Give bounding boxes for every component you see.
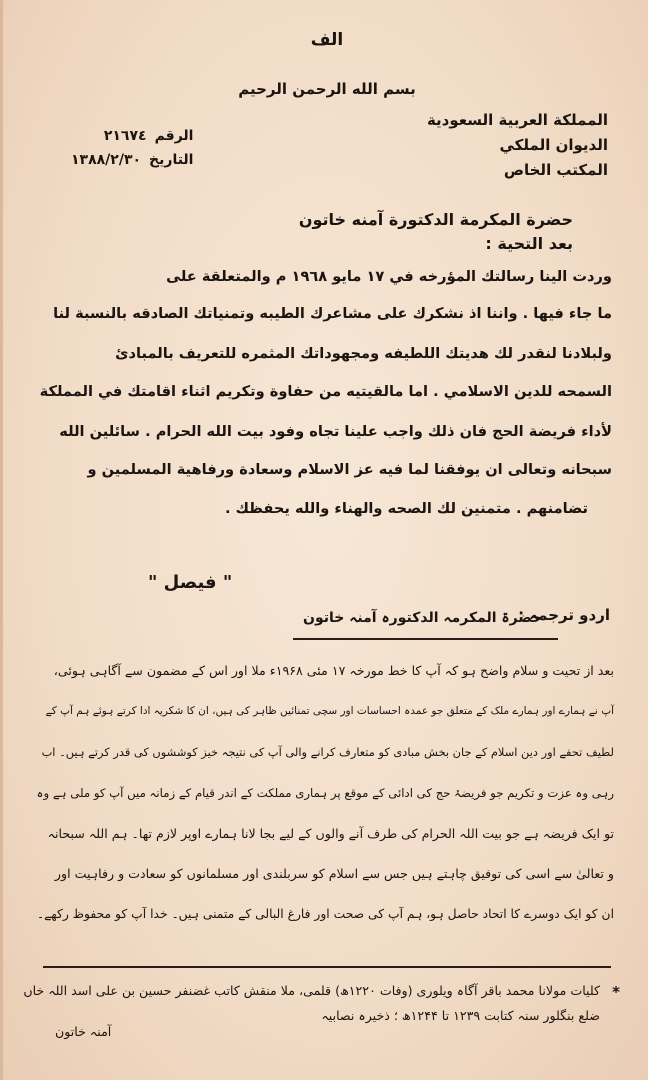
footnote-divider	[43, 966, 611, 968]
reference-label: الرقم	[154, 128, 194, 144]
translation-line: بعد از تحیت و سلام واضح ہو کہ آپ کا خط مورخہ ۱۷ مئی ۱۹۶۸ء ملا اور اس کے مضمون سے آگاہی ہوئی،	[53, 663, 614, 678]
signature: " فيصل "	[148, 572, 233, 593]
letter-line: سبحانه وتعالى ان يوفقنا لما فيه عز الاسلام وسعادة ورفاهية المسلمين و	[87, 461, 612, 478]
agency-line: الديوان الملكي	[499, 136, 608, 154]
agency-block	[427, 108, 608, 183]
letter-line: وردت الينا رسالتك المؤرخه في ١٧ مايو ١٩٦٨ م والمتعلقة على	[166, 268, 612, 285]
reference-block	[71, 124, 193, 172]
translation-line: آپ نے ہمارے اور ہمارے ملک کے متعلق جو عمدہ احساسات اور سچی تمنائیں ظاہر کی ہیں، ان کا شکریہ ادا کرتے ہوئے ہم آپ کے	[45, 705, 614, 717]
translation-line: رہی وہ عزت و تکریم جو فریضۂ حج کی ادائی کے موقع پر ہماری مملکت کے اندر قیام کے زمانہ میں آپ کو ملی ہے وہ	[36, 786, 614, 800]
translation-line: و تعالیٰ سے اسی کی توفیق چاہتے ہیں جس سے اسلام کو سربلندی اور مسلمانوں کو سعادت و رفاہیت اور	[54, 866, 614, 881]
letter-line: السمحه للدين الاسلامي . اما مالقيتيه من حفاوة وتكريم اثناء اقامتك في المملكة	[39, 383, 612, 400]
footnote-name: آمنہ خاتون	[55, 1024, 112, 1039]
heading-underline	[293, 638, 558, 640]
reference-value: ٢١٦٧٤	[103, 128, 147, 144]
footnote-marker: *	[612, 983, 620, 1001]
agency-line: المملكة العربية السعودية	[426, 111, 608, 129]
footnote-line: کلیات مولانا محمد باقر آگاہ ویلوری (وفات ۱۲۲۰ھ) قلمی، ملا منقش کاتب غضنفر حسین بن علی اسد اللہ خاں	[23, 983, 600, 998]
basmala: بسم الله الرحمن الرحيم	[238, 80, 416, 98]
translation-title: حضرۃ المکرمہ الدکتورہ آمنہ خاتون	[303, 610, 543, 626]
page-mark: الف	[310, 30, 344, 50]
letter-line: ما جاء فيها . واننا اذ نشكرك على مشاعرك الطيبه وتمنياتك الصادقه بالنسبة لنا	[53, 305, 612, 322]
greeting: بعد التحية :	[485, 234, 573, 253]
translation-line: لطیف تحفے اور دین اسلام کے جان بخش مبادی کو متعارف کرانے والی آپ کی نتیجہ خیز کوششوں کی قدر کرتے ہیں۔ اب	[41, 745, 614, 759]
date-label: التاريخ	[149, 152, 194, 168]
date-value: ١٣٨٨/٢/٣٠	[71, 152, 142, 168]
letter-line: لأداء فريضة الحج فان ذلك واجب علينا تجاه وفود بيت الله الحرام . سائلين الله	[59, 423, 612, 440]
salutation-block	[299, 208, 573, 256]
translation-line: ان کو ایک دوسرے کا اتحاد حاصل ہو، ہم آپ کی صحت اور فارغ البالی کے متمنی ہیں۔ خدا آپ کو محفوظ رکھے۔	[36, 907, 614, 921]
letter-line: تضامنهم . متمنين لك الصحه والهناء والله يحفظك .	[224, 500, 588, 517]
salutation: حضرة المكرمة الدكتورة آمنه خاتون	[298, 210, 573, 229]
translation-line: تو ایک فریضہ ہے جو بیت اللہ الحرام کی طرف آنے والوں کے لیے بجا لانا ہمارے اوپر لازم تھا۔ ہم اللہ سبحانہ	[47, 826, 614, 841]
agency-line: المكتب الخاص	[503, 161, 608, 179]
letter-line: ولبلادنا لنقدر لك هديتك اللطيفه ومجهوداتك المثمره للتعريف بالمبادئ	[115, 345, 612, 362]
translation-heading: اردو ترجمہ :	[518, 606, 610, 624]
footnote-line: ضلع بنگلور سنہ کتابت ۱۲۳۹ تا ۱۲۴۴ھ ؛ ذخیرہ نصابیہ	[321, 1008, 600, 1023]
